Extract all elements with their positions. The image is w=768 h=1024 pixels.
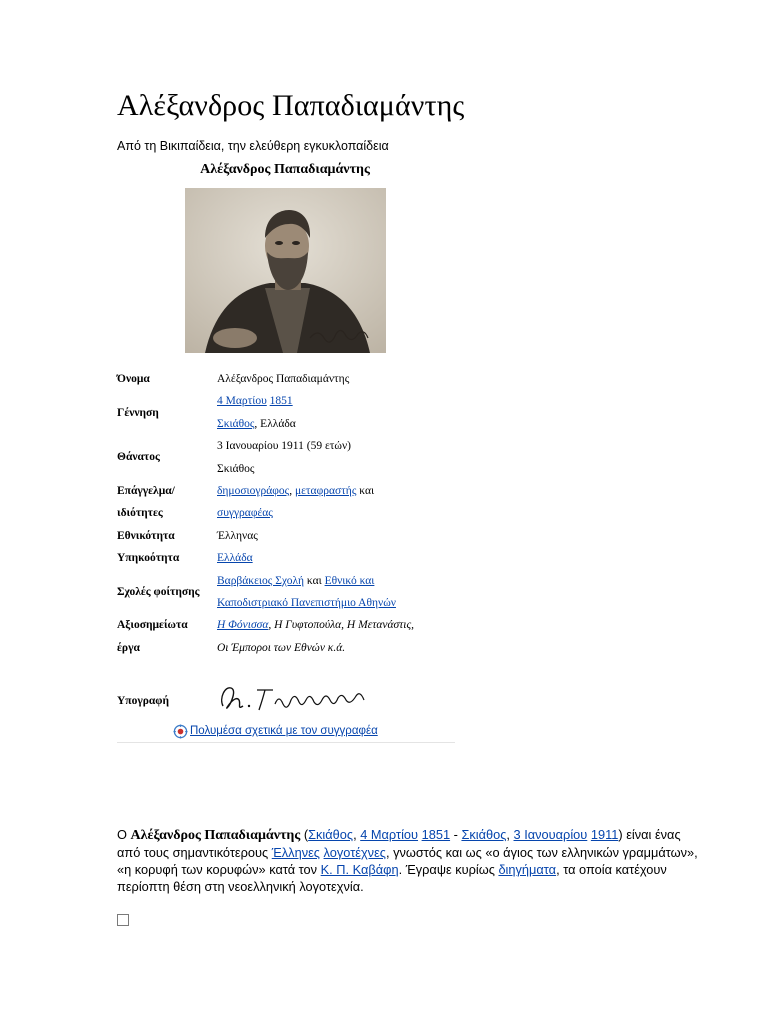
intro-text: , γνωστός και ως «ο άγιος των ελληνικών γραμμάτων», «η κορυφή των κορυφών» κατά τον — [117, 845, 698, 877]
infobox-row-death — [117, 435, 455, 480]
infobox-row-signature — [117, 659, 455, 729]
works-text-1: , Η Γυφτοπούλα, Η Μετανάστις, — [268, 619, 415, 632]
intro-link-writers[interactable]: λογοτέχνες — [323, 845, 386, 860]
school-varvakeios-link[interactable]: Βαρβάκειος Σχολή — [217, 574, 304, 587]
intro-link-kavafis[interactable]: Κ. Π. Καβάφη — [320, 862, 399, 877]
portrait-photo[interactable] — [185, 188, 386, 353]
intro-text: , τα οποία κατέχουν περίοπτη θέση στη νεοελληνική λογοτεχνία. — [117, 862, 667, 894]
birth-date-link[interactable]: 4 Μαρτίου — [217, 395, 267, 408]
death-date: 3 Ιανουαρίου 1911 (59 ετών) — [217, 440, 352, 453]
intro-paragraph — [117, 826, 707, 895]
intro-text: . Έγραψε κυρίως — [398, 862, 499, 877]
birth-place-suffix: , Ελλάδα — [254, 417, 296, 430]
intro-text: ) είναι ένας από τους σημαντικότερους — [117, 827, 681, 860]
work-fonissa-link[interactable]: Η Φόνισσα — [217, 619, 269, 632]
signature-image[interactable] — [217, 680, 387, 716]
intro-name: Αλέξανδρος Παπαδιαμάντης — [130, 828, 301, 843]
label-works-2: έργα — [117, 641, 140, 654]
label-works-1: Αξιοσημείωτα — [117, 619, 188, 632]
infobox-row-works — [117, 614, 455, 659]
intro-text: - — [450, 827, 462, 842]
intro-link-place1[interactable]: Σκιάθος — [308, 827, 354, 842]
intro-text: , — [506, 827, 514, 842]
value-ethnicity: Έλληνας — [217, 529, 258, 542]
intro-link-year1[interactable]: 1851 — [421, 827, 451, 842]
label-occupation-2: ιδιότητες — [117, 507, 163, 520]
infobox-row-schools — [117, 570, 455, 615]
intro-text: ( — [300, 827, 309, 842]
intro-text: Ο — [117, 827, 131, 842]
label-occupation-1: Επάγγελμα/ — [117, 485, 175, 498]
birth-place-link[interactable]: Σκιάθος — [217, 417, 255, 430]
birth-year-link[interactable]: 1851 — [269, 395, 293, 408]
page-title: Αλέξανδρος Παπαδιαμάντης — [117, 89, 465, 122]
media-link[interactable]: Πολυμέσα σχετικά με τον συγγραφέα — [190, 725, 378, 737]
school-university-link-1[interactable]: Εθνικό και — [324, 574, 375, 587]
occupation-translator-link[interactable]: μεταφραστής — [294, 485, 357, 498]
school-university-link-2[interactable]: Καποδιστριακό Πανεπιστήμιο Αθηνών — [217, 597, 396, 610]
intro-link-place2[interactable]: Σκιάθος — [461, 827, 507, 842]
infobox-row-ethnicity — [117, 525, 455, 547]
label-birth: Γέννηση — [117, 406, 159, 419]
intro-link-date1[interactable]: 4 Μαρτίου — [360, 827, 419, 842]
infobox-row-citizenship — [117, 547, 455, 569]
commons-icon[interactable] — [173, 724, 188, 739]
label-signature: Υπογραφή — [117, 695, 170, 708]
citizenship-link[interactable]: Ελλάδα — [217, 552, 253, 565]
label-death: Θάνατος — [117, 451, 160, 464]
intro-link-date2[interactable]: 3 Ιανουαρίου — [513, 827, 588, 842]
media-row — [117, 722, 455, 743]
occupation-writer-link[interactable]: συγγραφέας — [217, 507, 273, 520]
placeholder-checkbox[interactable] — [117, 914, 129, 926]
occupation-journalist-link[interactable]: δημοσιογράφος — [217, 485, 290, 498]
works-text-2: Οι Έμποροι των Εθνών κ.ά. — [217, 641, 346, 654]
occupation-conj: και — [356, 485, 375, 498]
value-name: Αλέξανδρος Παπαδιαμάντης — [217, 373, 350, 385]
label-name: Όνομα — [117, 373, 150, 385]
infobox-table — [117, 368, 455, 729]
occupation-sep: , — [289, 485, 295, 498]
intro-text: , — [353, 827, 361, 842]
infobox-row-name — [117, 368, 455, 390]
infobox-title: Αλέξανδρος Παπαδιαμάντης — [200, 162, 370, 177]
label-ethnicity: Εθνικότητα — [117, 529, 175, 542]
death-place: Σκιάθος — [217, 462, 255, 475]
intro-link-greeks[interactable]: Έλληνες — [271, 845, 320, 860]
infobox-row-occupation — [117, 480, 455, 525]
tagline: Από τη Βικιπαίδεια, την ελεύθερη εγκυκλοπαίδεια — [117, 139, 389, 153]
schools-conj: και — [304, 574, 325, 587]
intro-link-stories[interactable]: διηγήματα — [498, 862, 557, 877]
label-schools: Σχολές φοίτησης — [117, 585, 200, 598]
infobox-row-birth — [117, 390, 455, 435]
intro-link-year2[interactable]: 1911 — [590, 827, 619, 842]
label-citizenship: Υπηκοότητα — [117, 552, 180, 565]
